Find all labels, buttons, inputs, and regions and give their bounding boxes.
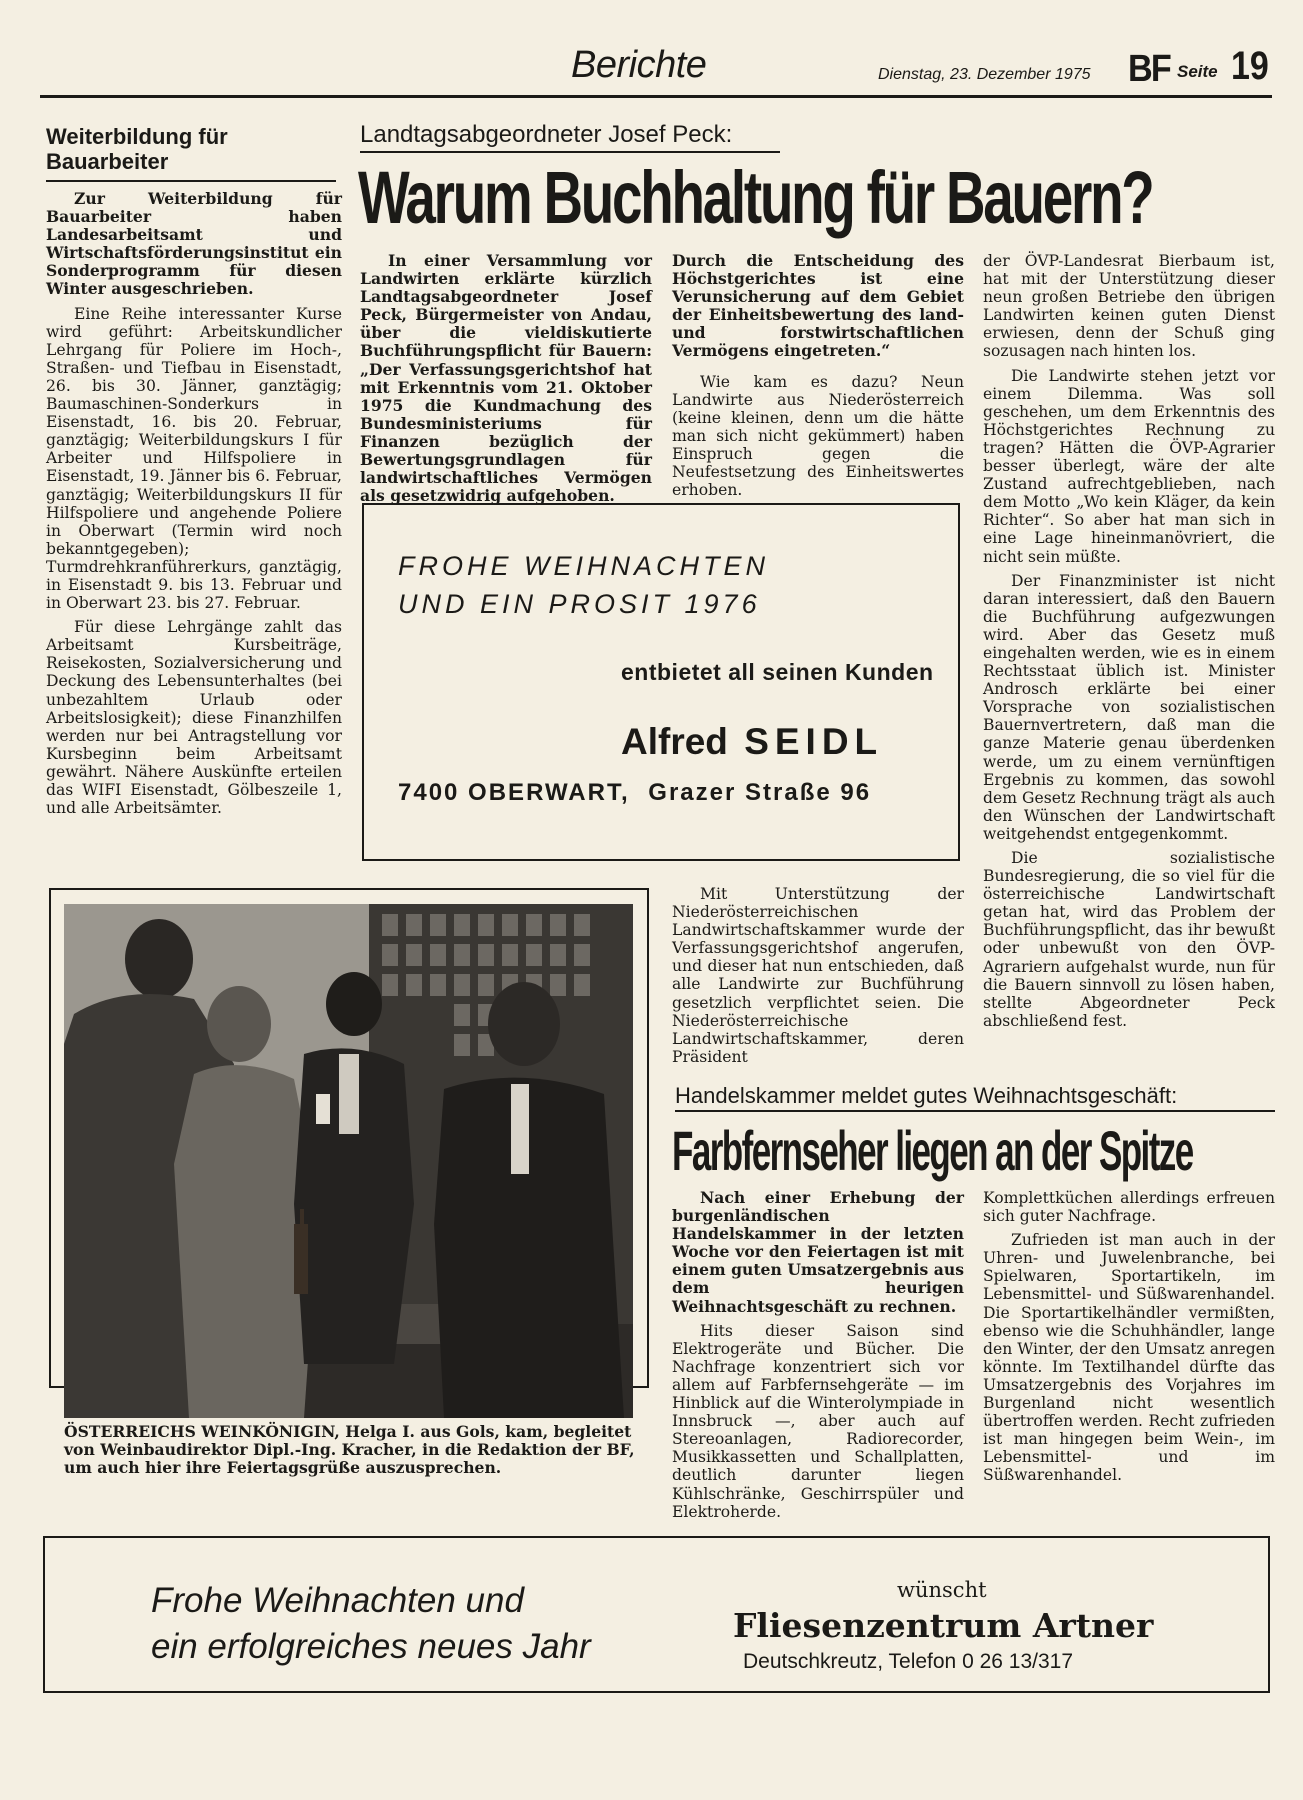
tv-col2-p2: Zufrieden ist man auch in der Uhren- und Juwelenbranche, bei Spielwaren, Sportartikeln, im Lebensmittel- und Süßwarenhandel. Die Sportartikelhändler vermißten, ebenso wie die Schuhhändler, lange den Winter, der den Umsatz anregen könnte. Im Textilhandel dürfte das Umsatzergebnis des Vorjahres im Burgenland nicht wesentlich übertroffen werden. Recht zufrieden ist man hingegen beim Wein-, im Lebensmittel- und im Süßwarenhandel.	[983, 1231, 1275, 1485]
main-col3-p3: Der Finanzminister ist nicht daran interessiert, daß den Bauern die Buchführung aufgezwungen wird. Aber das Gesetz muß eingehalten werden, wie es in einem Rechtsstaat üblich ist. Minister Androsch erklärte bei einer Vorsprache von sozialistischen Bauernvertretern, daß man die ganze Materie genau überdenken werde, um zu einem vernünftigen Ergebnis zu kommen, das sowohl dem Gesetz Rechnung trägt als auch den Wünschen der Landwirtschaft weitgehendst entgegenkommt.	[983, 571, 1275, 843]
page-label: Seite	[1177, 62, 1218, 81]
ad-seidl-first: Alfred	[621, 721, 728, 762]
main-col2-p2: Mit Unterstützung der Niederösterreichischen Landwirtschaftskammer wurde der Verfassungsgerichtshof angerufen, und dieser hat nun entschieden, daß alle Landwirte zur Buchführung gesetzlich verpflichtet seien. Die Niederösterreichische Landwirtschaftskammer, deren Präsident	[672, 885, 964, 1066]
tv-kicker: Handelskammer meldet gutes Weihnachtsgeschäft:	[675, 1083, 1178, 1108]
ad-seidl-address	[398, 779, 871, 807]
main-col3-p4: Die sozialistische Bundesregierung, die so viel für die österreichische Landwirtschaft getan hat, wird das Problem der Buchführungspflicht, das ihr bewußt oder unbewußt von den ÖVP-Agrariern aufgehalst wurde, nun für die Bauern sinnvoll zu lösen haben, stellte Abgeordneter Peck abschließend fest.	[983, 849, 1275, 1030]
main-col2-bottom	[672, 885, 964, 1066]
main-col2-p1: Wie kam es dazu? Neun Landwirte aus Niederösterreich (keine kleinen, denn um die hätte man sich nicht gekümmert) haben Einspruch gegen die Neufestsetzung des Einheitswertes erhoben.	[672, 372, 964, 500]
photo-illustration	[64, 904, 633, 1418]
ad-seidl-city: 7400 OBERWART,	[398, 779, 630, 806]
left-title-rule	[46, 180, 336, 182]
bf-logo: BF	[1128, 48, 1170, 90]
tv-col2-p1: Komplettküchen allerdings erfreuen sich guter Nachfrage.	[983, 1189, 1275, 1226]
tv-col2	[983, 1189, 1275, 1509]
left-article-lead: Zur Weiterbildung für Bauarbeiter haben Landesarbeitsamt und Wirtschaftsförderungsinstitut ein Sonderprogramm für diesen Winter ausgeschrieben.	[46, 189, 342, 299]
main-col3	[983, 252, 1275, 1047]
ad-seidl-last: SEIDL	[744, 721, 884, 762]
main-kicker: Landtagsabgeordneter Josef Peck:	[360, 121, 733, 148]
ad-seidl-line2: UND EIN PROSIT 1976	[398, 589, 761, 619]
photo-caption	[64, 1423, 639, 1493]
left-article-p2: Für diese Lehrgänge zahlt das Arbeitsamt Kursbeiträge, Reisekosten, Sozialversicherung und Deckung des Lebensunterhaltes (bei unbezahltem Urlaub oder Arbeitslosigkeit); diese Finanzhilfen werden nur bei Antragstellung vor Kursbeginn beim Arbeitsamt gewährt. Nähere Auskünfte erteilen das WIFI Eisenstadt, Gölbeszeile 1, und alle Arbeitsämter.	[46, 618, 342, 818]
ad-seidl-street: Grazer Straße 96	[648, 779, 872, 806]
main-col3-p1: der ÖVP-Landesrat Bierbaum ist, hat mit der Unterstützung dieser neun großen Betriebe den übrigen Landwirten keinen guten Dienst erwiesen, denn der Schuß ging sozusagen nach hinten los.	[983, 252, 1275, 361]
main-col2-top	[672, 252, 964, 498]
left-title-line1: Weiterbildung für	[46, 124, 228, 149]
tv-col1	[672, 1188, 964, 1521]
ad-artner-greeting	[151, 1578, 591, 1670]
main-col1-lead: In einer Versammlung vor Landwirten erklärte kürzlich Landtagsabgeordneter Josef Peck, Bürgermeister von Andau, über die vieldiskutierte Buchführungspflicht für Bauern: „Der Verfassungsgerichtshof hat mit Erkenntnis vom 21. Oktober 1975 die Kundmachung des Bundesministeriums für Finanzen bezüglich der Bewertungsgrundlagen für landwirtschaftliches Vermögen als gesetzwidrig aufgehoben.	[360, 251, 652, 506]
tv-headline: Farbfernseher liegen an der Spitze	[672, 1119, 1193, 1182]
tv-col1-p1: Hits dieser Saison sind Elektrogeräte und Bücher. Die Nachfrage konzentriert sich vor allem auf Farbfernsehgeräte — im Hinblick auf die Winterolympiade in Innsbruck —, aber auch auf Stereoanlagen, Radiorecorder, Musikkassetten und Schallplatten, deutlich darunter liegen Kühlschränke, Geschirrspüler und Elektroherde.	[672, 1321, 964, 1521]
ad-seidl-name	[621, 721, 883, 763]
ad-seidl-line1: FROHE WEIHNACHTEN	[398, 551, 769, 581]
header-rule	[40, 95, 1272, 98]
ad-artner-line2: ein erfolgreiches neues Jahr	[151, 1627, 591, 1666]
photo-caption-text: ÖSTERREICHS WEINKÖNIGIN, Helga I. aus Gols, kam, begleitet von Weinbaudirektor Dipl.-Ing. Kracher, in die Redaktion der BF, um auch hier ihre Feiertagsgrüße auszusprechen.	[64, 1422, 635, 1478]
ad-artner-wishes: wünscht	[897, 1578, 987, 1602]
left-title-line2: Bauarbeiter	[46, 149, 169, 174]
ad-artner-line1: Frohe Weihnachten und	[151, 1581, 524, 1620]
issue-date: Dienstag, 23. Dezember 1975	[878, 66, 1091, 83]
ad-artner-contact: Deutschkreutz, Telefon 0 26 13/317	[743, 1650, 1074, 1673]
ad-artner-company: Fliesenzentrum Artner	[733, 1606, 1154, 1645]
page-number: 19	[1231, 44, 1269, 88]
section-title: Berichte	[571, 44, 707, 86]
left-article-p1: Eine Reihe interessanter Kurse wird geführt: Arbeitskundlicher Lehrgang für Poliere im Hoch-, Straßen- und Tiefbau in Eisenstadt, 26. bis 30. Jänner, ganztägig; Baumaschinen-Sonderkurs in Eisenstadt, 16. bis 20. Februar, ganztägig; Weiterbildungskurs I für Arbeiter und Hilfspoliere in Eisenstadt, 19. Jänner bis 6. Februar, ganztägig; Weiterbildungskurs II für Hilfspoliere und angehende Poliere in Oberwart (Termin wird noch bekanntgegeben); Turmdrehkranführerkurs, ganztägig, in Eisenstadt 9. bis 13. Februar und in Oberwart 23. bis 27. Februar.	[46, 304, 342, 613]
weinkoenigin-photo	[64, 904, 633, 1418]
main-col1	[360, 251, 652, 506]
main-headline: Warum Buchhaltung für Bauern?	[358, 156, 1153, 239]
ad-artner	[43, 1536, 1270, 1693]
main-kicker-rule	[360, 151, 780, 153]
tv-col1-lead: Nach einer Erhebung der burgenländischen Handelskammer in der letzten Woche vor den Feiertagen ist mit einem guten Umsatzergebnis aus dem heurigen Weihnachtsgeschäft zu rechnen.	[672, 1188, 964, 1316]
main-col2-lead: Durch die Entscheidung des Höchstgerichtes ist eine Verunsicherung auf dem Gebiet der Einheitsbewertung des land- und forstwirtschaftlichen Vermögens eingetreten.“	[672, 251, 964, 361]
tv-kicker-rule	[675, 1110, 1275, 1112]
left-article-title	[46, 124, 228, 174]
ad-seidl-line3: entbietet all seinen Kunden	[621, 659, 934, 685]
ad-seidl	[362, 503, 960, 861]
left-article-body	[46, 190, 342, 870]
main-col3-p2: Die Landwirte stehen jetzt vor einem Dilemma. Was soll geschehen, um dem Erkenntnis des Höchstgerichtes Rechnung zu tragen? Hätten die ÖVP-Agrarier besser überlegt, wäre der alte Zustand aufrechtgeblieben, nach dem Motto „Wo kein Kläger, da kein Richter“. So aber hat man sich in eine Lage hineinmanövriert, die nicht sein müßte.	[983, 366, 1275, 566]
